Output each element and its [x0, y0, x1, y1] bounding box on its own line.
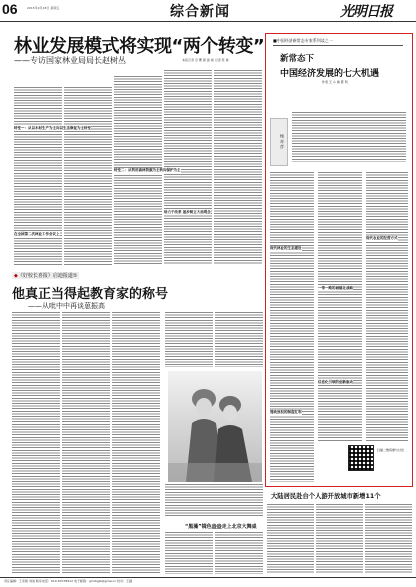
- second-article-title: 他真正当得起教育家的称号: [12, 287, 169, 302]
- photo-body-col1: [165, 532, 213, 574]
- brief-body-col1: [267, 504, 314, 574]
- page-footer: 责任编辑：王家敏 刘旭 联系电话：010-67078912 电子邮箱：gmrbgjb@gmw.cn 校对：王越: [0, 577, 416, 584]
- side-subhead-5: 简政放权的制度红利: [270, 410, 302, 414]
- qr-code[interactable]: [348, 445, 374, 471]
- qr-caption: 扫描二维码参与讨论: [377, 448, 405, 452]
- lead-body-col2: [64, 87, 112, 265]
- side-body-col2: [318, 172, 362, 442]
- second-body-col3: [112, 312, 160, 574]
- author-name: 杨 奇 彦: [280, 134, 285, 149]
- series-tag: ◆《好校长喜报》启迪报道①: [14, 273, 78, 279]
- lead-article-title: 林业发展模式将实现“两个转变”: [14, 36, 265, 57]
- photo-caption-text: [165, 484, 263, 516]
- masthead-logo: 光明日报: [340, 4, 392, 20]
- second-body-col4: [165, 312, 213, 367]
- second-body-col2: [62, 312, 110, 574]
- section-name: 综合新闻: [170, 4, 230, 20]
- side-column-kicker: ■中国经济新常态专家系列谈之一: [273, 38, 403, 46]
- lead-subhead-3: 转变二：从利用森林资源为主转向保护为主: [114, 168, 181, 172]
- series-tag-label: 《好校长喜报》启迪报道①: [17, 273, 78, 279]
- photo-figures-icon: [168, 371, 262, 482]
- lead-subhead-2: 在全国第二次林业工作会议上: [14, 232, 60, 236]
- brief-body-col2: [316, 504, 363, 574]
- lead-body-col1: [14, 87, 62, 265]
- side-column-byline: 作者 王 小 鲁 陈 利: [322, 80, 348, 84]
- side-subhead-2: 一带一路的城镇化战略: [318, 286, 353, 290]
- side-column-intro: [292, 112, 406, 162]
- news-photo: [168, 371, 262, 482]
- side-column-title-line2: 中国经济发展的七大机遇: [280, 69, 380, 79]
- lead-article-byline: 本报记者 章 鹰 颜 振 楼 记者 陈 晨: [182, 58, 229, 62]
- page-header: [0, 0, 416, 22]
- second-article-subtitle: ——从吡中中再谈葸振高: [28, 302, 105, 310]
- second-body-col1: [12, 312, 60, 574]
- date-line: 2015年9月18日 星期五: [27, 6, 60, 10]
- side-column-title-line1: 新常态下: [280, 54, 315, 64]
- side-body-col1: [270, 172, 314, 482]
- photo-body-col2: [215, 532, 263, 574]
- side-subhead-3: 现代农业的经营方式: [366, 236, 398, 240]
- lead-subhead-4: 给力于改革 逐步树立大局观念: [164, 210, 211, 214]
- photo-story-title: “黑藻”镜色盎盎走上北京大舞桌: [185, 524, 257, 530]
- page-number: 06: [2, 1, 18, 17]
- side-subhead-4: 信息化引领的创新驱动: [318, 380, 353, 384]
- side-subhead-1: 现代林业的生态建设: [270, 246, 302, 250]
- lead-article-subtitle: ——专访国家林业局局长赵树丛: [14, 56, 126, 65]
- lead-subhead-1: 转变一：从以木材生产为主向以生态修复为主转变: [14, 126, 91, 130]
- side-body-col3: [366, 172, 408, 442]
- lead-body-col5: [214, 70, 262, 265]
- second-body-col5: [215, 312, 263, 367]
- brief-body-col3: [365, 504, 412, 574]
- brief-title: 大陆居民赴台个人游开放城市新增11个: [271, 493, 381, 500]
